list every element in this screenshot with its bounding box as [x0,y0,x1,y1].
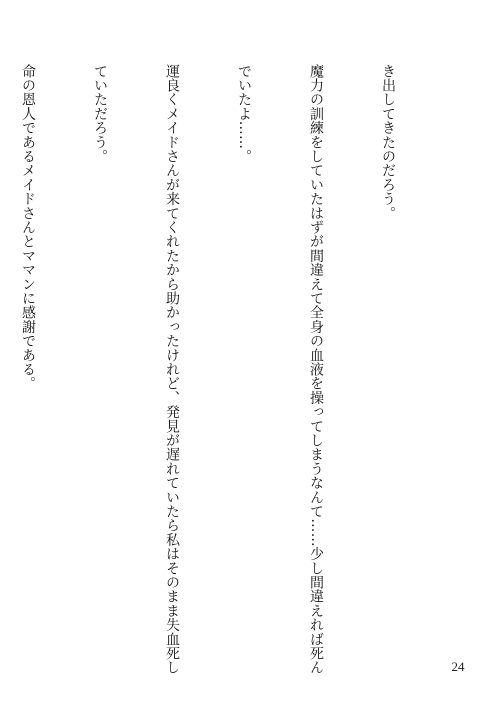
text-line: 運良くメイドさんが来てくれたから助かったけれど、発見が遅れていたら私はそのまま失血死し [164,64,180,675]
text-line: 魔力の訓練をしていたはずが間違えて全身の血液を操ってしまうなんて……少し間違えれば死ん [308,64,324,675]
page-number: 24 [451,659,465,674]
text-line: ていただろう。 [92,64,108,164]
text-line: でいたよ……。 [236,64,252,164]
body-text [0,64,448,675]
text-line: き出してきたのだろう。 [380,64,396,221]
text-line: 命の恩人であるメイドさんとママンに感謝である。 [20,64,36,391]
